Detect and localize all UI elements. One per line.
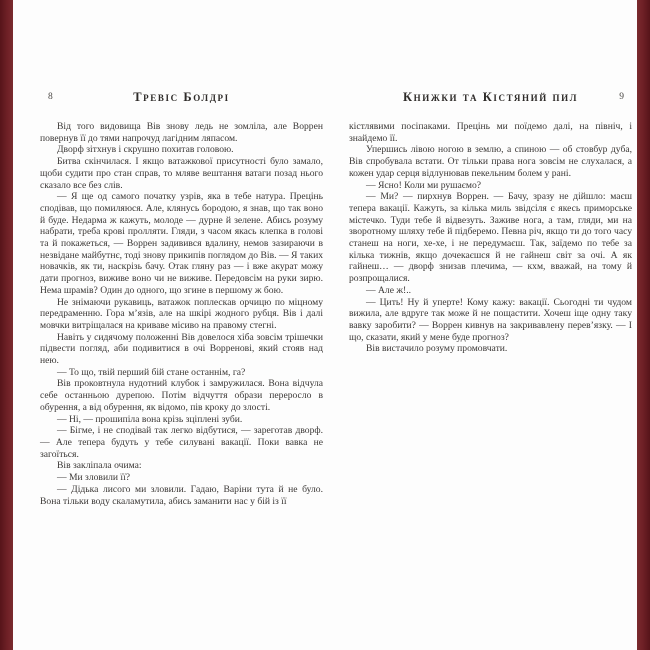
paragraph: — Бігме, і не сподівай так легко відбутися, — зареготав дворф. — Але тепера будуть у тебе силувані вакації. Поки вавка не загоїться. <box>40 425 323 460</box>
paragraph: Вів вистачило розуму промовчати. <box>366 343 508 355</box>
right-page-number: 9 <box>619 92 624 102</box>
paragraph: — Дідька лисого ми зловили. Гадаю, Варіни тута й не було. Вона тільки воду скаламутила, абись заманити нас у бій із її <box>40 483 323 507</box>
left-page <box>40 90 323 507</box>
paragraph: — Ми? — пирхнув Воррен. — Бачу, зразу не дійшло: маєш тепера вакації. Кажуть, за кілька миль звідсіля є якесь приморське містечко. Туди тебе й відвезуть. Заживе нога, а там, гляди, ми на зворотному шляху тебе й підберемо. Певна річ, якщо ти до того часу станеш на ноги, хе-хе, і не передумаєш. Так, заїдемо по тебе за кілька тижнів, якщо дочекаєшся й не гайнеш світ за очі. А як гайнеш… — дворф знизав плечима, — кхм, вважай, на тому й розпрощалися. <box>349 191 632 285</box>
paragraph: кістлявими посіпаками. Прецінь ми поїдемо далі, на північ, і знайдемо її. <box>349 121 632 144</box>
right-page-text <box>349 121 632 355</box>
paragraph: Вів закліпала очима: <box>57 460 142 472</box>
paragraph: Вів проковтнула нудотний клубок і замружилася. Вона відчула себе останньою дурепою. Потім відчуття образи переросло в обурення, а від обурення, як відомо, пів кроку до злості. <box>40 378 323 413</box>
paragraph: — Ми зловили її? <box>57 472 131 484</box>
book-cover-edge-right <box>637 0 650 650</box>
left-page-text <box>40 121 323 507</box>
paragraph: Навіть у сидячому положенні Вів довелося хіба зовсім трішечки підвести погляд, аби подивитися в очі Ворренові, який стояв над нею. <box>40 331 323 367</box>
book-cover-edge-left <box>0 0 13 650</box>
right-page-header <box>349 90 632 121</box>
left-page-number: 8 <box>48 92 53 102</box>
paragraph: Битва скінчилася. І якщо ватажкової присутності було замало, щоби судити про стан справ, то мляве вештання ватаги позад нього сказало все без слів. <box>40 156 323 191</box>
left-page-header <box>40 90 323 121</box>
paragraph: Дворф зітхнув і скрушно похитав головою. <box>57 144 234 156</box>
left-running-header: Тревіс Болдрі <box>133 90 230 104</box>
paragraph: — То що, твій перший бій стане останнім, га? <box>57 366 246 378</box>
paragraph: — Ні, — прошипіла вона крізь зціплені зуби. <box>57 413 243 425</box>
paragraph: — Ясно! Коли ми рушаємо? <box>366 179 482 191</box>
right-running-header: Книжки та Кістяний пил <box>402 90 579 104</box>
paragraph: Від того видовища Вів знову ледь не зомліла, але Воррен повернув її до тями напрочуд лагідним ляпасом. <box>40 121 323 144</box>
paragraph: — Я ще од самого початку узрів, яка в тебе натура. Прецінь сподівав, що помиляюся. Але, клянусь бородою, я знав, що так воно й буде. Недарма ж кажуть, молоде — дурне й зелене. Абись розуму набрати, треба крові пролляти. Гляди, з часом якась клепка в голові та й покажеться, — Воррен задивився вдалину, немов зазираючи в незвідане майбутнє, тоді знову прикипів поглядом до Вів. — Я таких новачків, як ти, наскрізь бачу. Отак гляну раз — і вже акурат можу дати прогноз, виживе воно чи не виживе. Передовсім на руки зирю. Нема шрамів? Один до одного, що згине в першому ж бою. <box>40 191 323 296</box>
paragraph: Не знімаючи рукавиць, ватажок поплескав орчицю по міцному передраменню. Гора м’язів, але на шкірі жодного рубця. Вів і далі мовчки витріщалася на криваве місиво на правому стегні. <box>40 296 323 331</box>
paragraph: Упершись лівою ногою в землю, а спиною — об стовбур дуба, Вів спробувала встати. От тільки права нога зовсім не слухалася, а кожен удар серця відлунював пекельним болем у рані. <box>349 144 632 179</box>
right-page <box>349 90 632 355</box>
paragraph: — Цить! Ну й уперте! Кому кажу: вакації. Сьогодні ти чудом вижила, але вдруге так може й не пощастити. Хочеш іще одну таку вавку заробити? — Воррен кивнув на закривавлену перев’язку. — І що, сказати, який у мене буде прогноз? <box>349 296 632 343</box>
paragraph: — Але ж!.. <box>366 284 411 296</box>
